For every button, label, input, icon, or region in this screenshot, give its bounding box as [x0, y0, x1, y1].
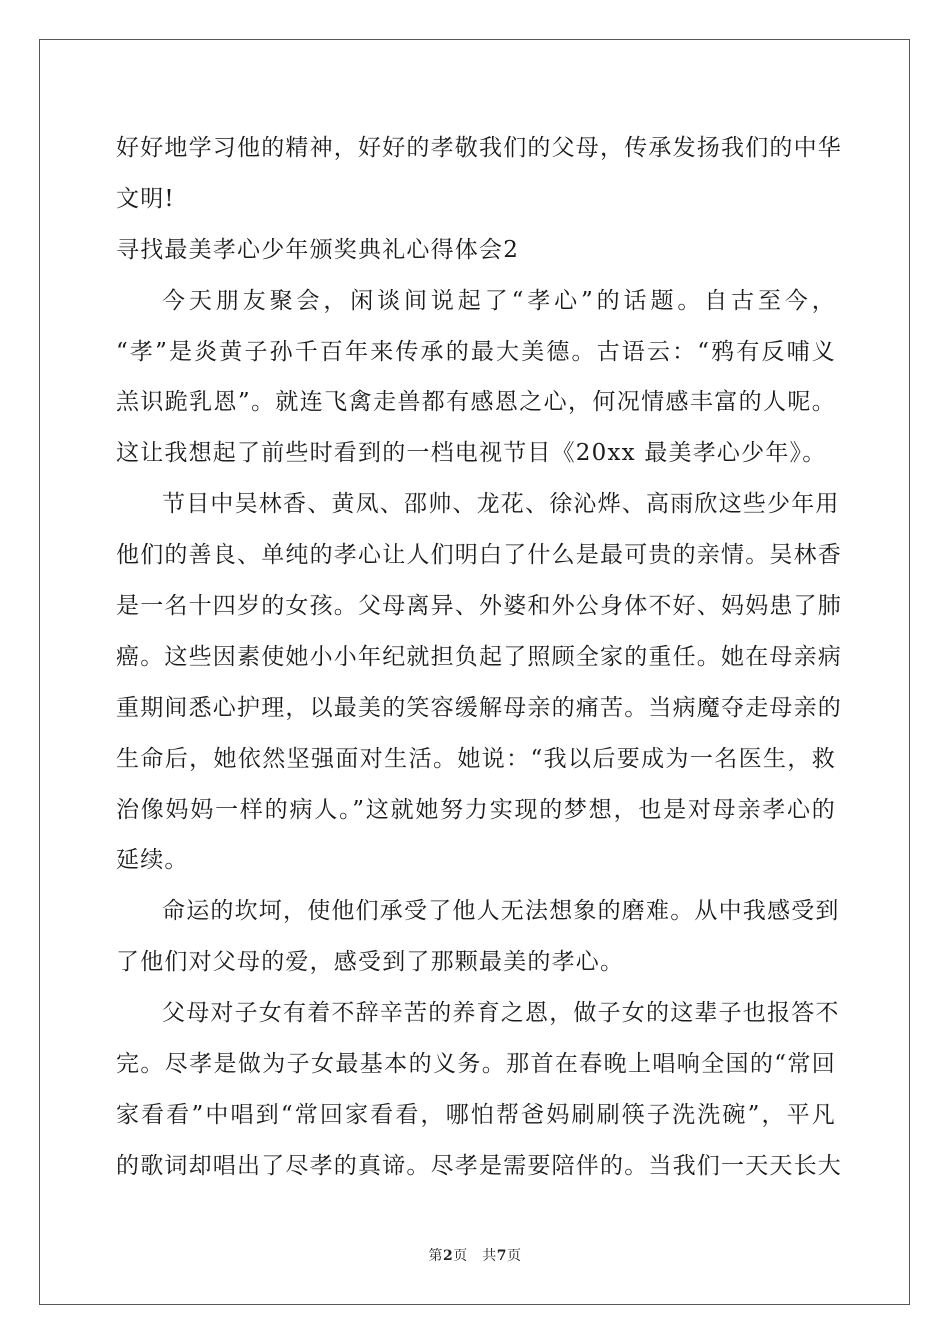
footer-suffix: 页 — [507, 1248, 522, 1264]
text-line: 节目中吴林香、黄凤、邵帅、龙花、徐沁烨、高雨欣这些少年用 — [162, 491, 840, 518]
text-line: 癌。这些因素使她小小年纪就担负起了照顾全家的重任。她在母亲病 — [116, 643, 842, 670]
text-line: 好好地学习他的精神，好好的孝敬我们的父母，传承发扬我们的中华 — [116, 135, 842, 161]
text-line: 重期间悉心护理，以最美的笑容缓解母亲的痛苦。当病魔夺走母亲的 — [116, 694, 842, 721]
text-line: 这让我想起了前些时看到的一档电视节目《20xx 最美孝心少年》。 — [116, 440, 827, 467]
document-body — [116, 123, 842, 1192]
text-line: 羔识跪乳恩”。就连飞禽走兽都有感恩之心，何况情感丰富的人呢。 — [116, 389, 836, 416]
text-line: 生命后，她依然坚强面对生活。她说：“我以后要成为一名医生，救 — [116, 745, 836, 772]
text-line: 是一名十四岁的女孩。父母离异、外婆和外公身体不好、妈妈患了肺 — [116, 593, 842, 620]
text-line: 的歌词却唱出了尽孝的真谛。尽孝是需要陪伴的。当我们一天天长大 — [116, 1152, 842, 1179]
footer-middle: 页 共 — [453, 1248, 497, 1264]
text-line: 治像妈妈一样的病人。”这就她努力实现的梦想，也是对母亲孝心的 — [116, 796, 836, 823]
text-line: 命运的坎坷，使他们承受了他人无法想象的磨难。从中我感受到 — [162, 898, 840, 925]
total-page-number: 7 — [496, 1248, 507, 1264]
section-title: 寻找最美孝心少年颁奖典礼心得体会2 — [116, 236, 520, 263]
text-line: 家看看”中唱到“常回家看看，哪怕帮爸妈刷刷筷子洗洗碗”，平凡 — [116, 1101, 836, 1128]
text-line: “孝”是炎黄子孙千百年来传承的最大美德。古语云：“鸦有反哺义 — [116, 338, 836, 365]
text-line: 他们的善良、单纯的孝心让人们明白了什么是最可贵的亲情。吴林香 — [116, 542, 842, 569]
page-footer — [0, 1245, 950, 1265]
current-page-number: 2 — [443, 1248, 454, 1264]
text-line: 文明! — [116, 185, 175, 212]
text-line: 完。尽孝是做为子女最基本的义务。那首在春晚上唱响全国的“常回 — [116, 1051, 836, 1078]
text-line: 延续。 — [116, 847, 189, 874]
text-line: 今天朋友聚会，闲谈间说起了“孝心”的话题。自古至今， — [162, 287, 836, 314]
text-line: 父母对子女有着不辞辛苦的养育之恩，做子女的这辈子也报答不 — [162, 1000, 840, 1027]
text-line: 了他们对父母的爱，感受到了那颗最美的孝心。 — [116, 949, 625, 976]
footer-prefix: 第 — [428, 1248, 443, 1264]
